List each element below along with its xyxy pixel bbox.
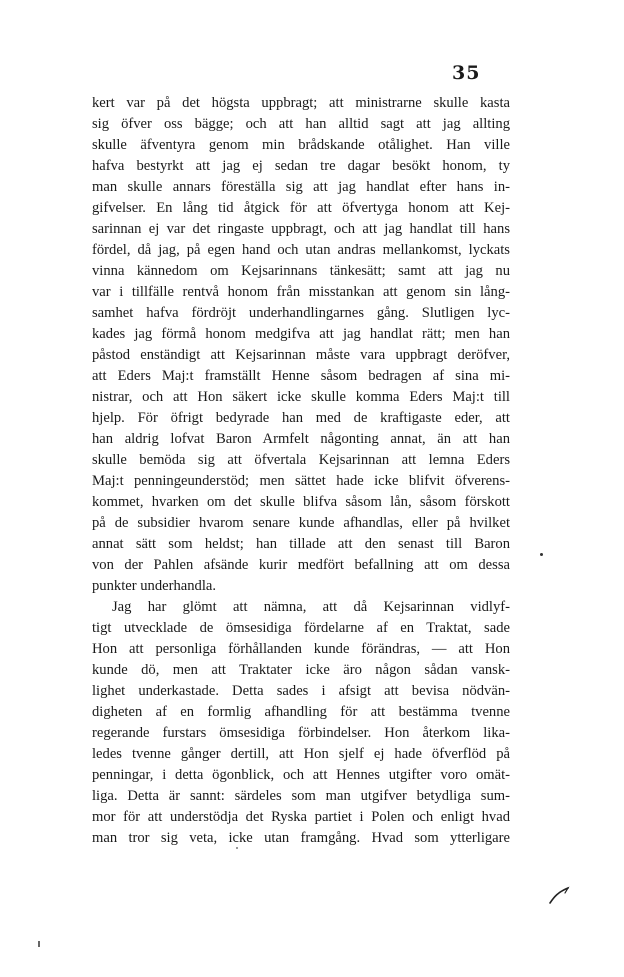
paragraph-2 — [92, 597, 510, 849]
text-line: kunde dö, men att Traktater icke äro någon sådan vansk- — [92, 662, 510, 678]
text-line: regerande furstars ömsesidiga förbindelser. Hon återkom lika- — [92, 725, 510, 741]
scan-speck — [540, 553, 543, 556]
text-line: kert var på det högsta uppbragt; att ministrarne skulle kasta — [92, 95, 510, 111]
text-line: kommet, hvarken om det skulle blifva såsom lån, såsom förskott — [92, 494, 510, 510]
text-line: han aldrig lofvat Baron Armfelt någonting annat, än att han — [92, 431, 510, 447]
scan-speck — [236, 847, 238, 849]
text-line: fördel, då jag, på egen hand och utan andras mellankomst, lyckats — [92, 242, 510, 258]
text-line: Hon att personliga förhållanden kunde förändras, — att Hon — [92, 641, 510, 657]
text-line: påstod enständigt att Kejsarinnan måste vara uppbragt deröfver, — [92, 347, 510, 363]
text-line: var i tillfälle rentvå honom från misstankan att genom sin lång- — [92, 284, 510, 300]
paragraph-1 — [92, 93, 510, 597]
text-line: von der Pahlen afsände kurir medfört befallning att om dessa — [92, 557, 510, 573]
text-line: ledes tvenne gånger dertill, att Hon sjelf ej hade öfverflöd på — [92, 746, 510, 762]
text-line: punkter underhandla. — [92, 578, 217, 594]
text-line: samhet hafva fördröjt underhandlingarnes gång. Slutligen lyc- — [92, 305, 510, 321]
page-number: 35 — [452, 62, 481, 84]
text-line: sig öfver oss bägge; och att han alltid sagt att jag allting — [92, 116, 510, 132]
text-line: lighet underkastade. Detta sades i afsigt att bevisa nödvän- — [92, 683, 510, 699]
text-line: skulle bemöda sig att öfvertala Kejsarinnan att lemna Eders — [92, 452, 510, 468]
text-line: skulle äfventyra genom min brådskande otålighet. Han ville — [92, 137, 510, 153]
text-line: att Eders Maj:t framställt Henne såsom bedragen af sina mi- — [92, 368, 510, 384]
text-line: man tror sig veta, icke utan framgång. Hvad som ytterligare — [92, 830, 510, 846]
scan-speck — [38, 941, 40, 947]
text-line: tigt utvecklade de ömsesidiga fördelarne af en Traktat, sade — [92, 620, 510, 636]
text-line: hjelp. För öfrigt bedyrade han med de kraftigaste eder, att — [92, 410, 510, 426]
text-line: sarinnan ej var det ringaste uppbragt, och att jag handlat till hans — [92, 221, 510, 237]
text-line: man skulle annars föreställa sig att jag handlat efter hans in- — [92, 179, 510, 195]
text-line: gifvelser. En lång tid åtgick för att öfvertyga honom att Kej- — [92, 200, 510, 216]
text-line: Jag har glömt att nämna, att då Kejsarinnan vidlyf- — [112, 599, 510, 615]
text-line: penningar, i detta ögonblick, och att Hennes utgifter voro omät- — [92, 767, 510, 783]
text-line: mor för att understödja det Ryska partiet i Polen och enligt hvad — [92, 809, 510, 825]
text-line: på de subsidier hvarom senare kunde afhandlas, eller på hvilket — [92, 515, 510, 531]
body-text — [92, 93, 510, 849]
text-line: annat sätt som heldst; han tillade att den senast till Baron — [92, 536, 510, 552]
text-line: Maj:t penningeunderstöd; men sättet hade icke blifvit öfverens- — [92, 473, 510, 489]
text-line: liga. Detta är sannt: särdeles som man utgifver betydliga sum- — [92, 788, 510, 804]
text-line: nistrar, och att Hon säkert icke skulle komma Eders Maj:t till — [92, 389, 510, 405]
text-line: vinna kännedom om Kejsarinnans tänkesätt; samt att jag nu — [92, 263, 510, 279]
pen-stroke-icon — [548, 885, 570, 905]
text-line: hafva bestyrkt att jag ej sedan tre dagar besökt honom, ty — [92, 158, 510, 174]
text-line: digheten af en formlig afhandling för att bestämma tvenne — [92, 704, 510, 720]
text-line: kades jag förmå honom medgifva att jag handlat rätt; men han — [92, 326, 510, 342]
